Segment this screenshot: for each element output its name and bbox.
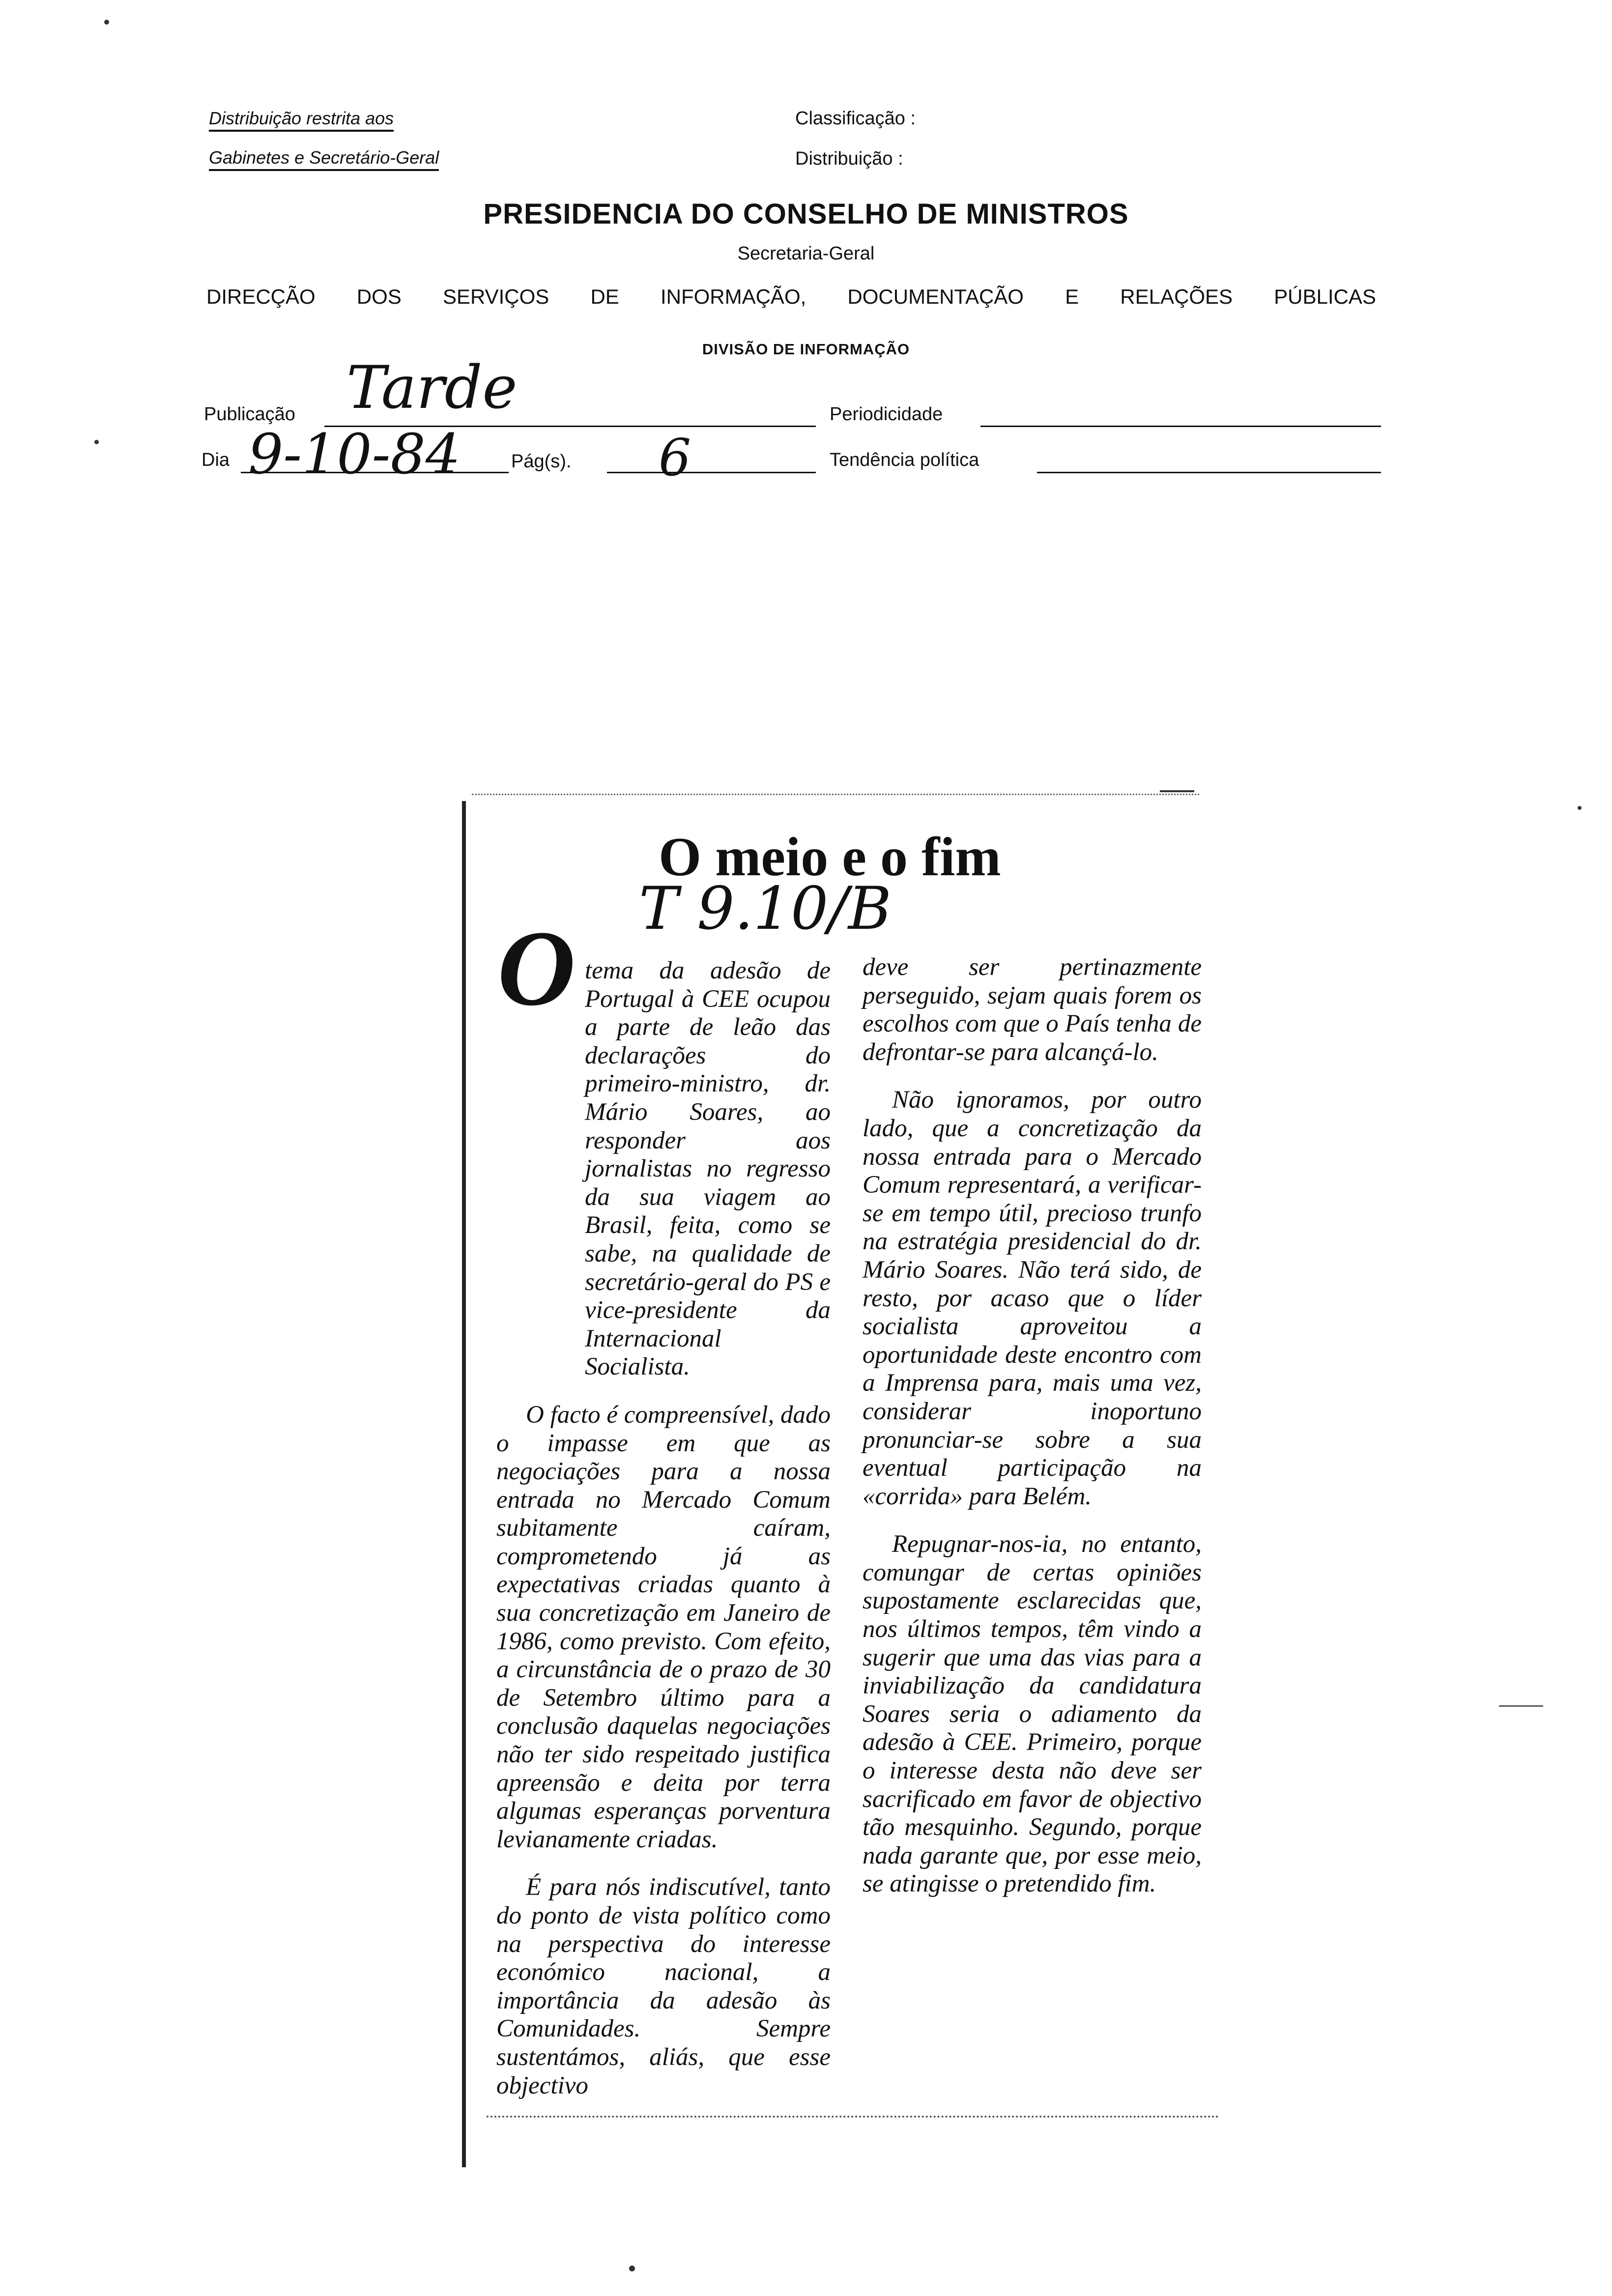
direccao-word: E xyxy=(1065,285,1079,308)
scan-mark xyxy=(1499,1705,1543,1707)
pags-line xyxy=(607,472,816,473)
paragraph: Não ignoramos, por outro lado, que a concretização da nossa entrada para o Mercado Comum representará, a verificar-se em tempo útil, precioso trunfo na estratégia presidencial do dr. Mário Soares. Não terá sido, de resto, por acaso que o líder socialista aproveitou a oportunidade deste encontro com a Imprensa para, mais uma vez, considerar inoportuno pronunciar-se sobre a sua eventual participação na «corrida» para Belém. xyxy=(863,1086,1202,1510)
direccao-word: SERVIÇOS xyxy=(443,285,549,308)
paragraph: É para nós indiscutível, tanto do ponto de vista político como na perspectiva do interesse económico nacional, a importância da adesão às Comunidades. Sempre sustentámos, aliás, que esse objectivo xyxy=(496,1873,831,2099)
scan-speck xyxy=(104,20,109,25)
direccao-word: DOS xyxy=(356,285,402,308)
direccao-word: DOCUMENTAÇÃO xyxy=(847,285,1024,308)
pags-label: Pág(s). xyxy=(511,451,572,472)
divisao-informacao: DIVISÃO DE INFORMAÇÃO xyxy=(702,341,910,358)
scan-speck xyxy=(629,2266,635,2271)
distribuicao-label: Distribuição : xyxy=(795,148,903,169)
scan-speck xyxy=(94,440,99,444)
clipping-top-edge xyxy=(472,794,1199,797)
tendencia-line xyxy=(1037,472,1381,473)
paragraph: deve ser pertinazmente perseguido, sejam quais forem os escolhos com que o País tenha de defrontar-se para alcançá-lo. xyxy=(863,953,1202,1066)
paragraph: tema da adesão de Portugal à CEE ocupou a parte de leão das declarações do primeiro-ministro, dr. Mário Soares, ao responder aos jornalistas no regresso da sua viagem ao Brasil, feita, como se sabe, na qualidade de secretário-geral do PS e vice-presidente da Internacional Socialista. xyxy=(585,957,831,1381)
clipping-left-edge xyxy=(462,801,466,2167)
paragraph: Repugnar-nos-ia, no entanto, comungar de certas opiniões supostamente esclarecidas que, nos últimos tempos, têm vindo a sugerir que uma das vias para a inviabilização da candidatura Soares seria o adiamento da adesão à CEE. Primeiro, porque o interesse desta não deve ser sacrificado em favor de objectivo tão mesquinho. Segundo, porque nada garante que, por esse meio, se atingisse o pretendido fim. xyxy=(863,1530,1202,1898)
dia-handwritten: 9-10-84 xyxy=(248,423,461,487)
pags-handwritten: 6 xyxy=(659,428,691,488)
scan-speck xyxy=(1578,806,1582,810)
secretaria-geral: Secretaria-Geral xyxy=(737,243,875,264)
direccao-word: INFORMAÇÃO, xyxy=(660,285,806,308)
direccao-word: DIRECÇÃO xyxy=(206,285,316,308)
direccao-line xyxy=(206,285,1376,309)
drop-cap: O xyxy=(497,908,576,1028)
organization-title: PRESIDENCIA DO CONSELHO DE MINISTROS xyxy=(483,198,1129,230)
periodicidade-label: Periodicidade xyxy=(830,404,943,425)
restricted-distribution-line-1: Distribuição restrita aos xyxy=(209,108,394,132)
scan-mark xyxy=(1160,790,1194,792)
direccao-word: PÚBLICAS xyxy=(1274,285,1376,308)
periodicidade-line xyxy=(980,426,1381,427)
publicacao-handwritten: Tarde xyxy=(346,354,518,422)
dia-label: Dia xyxy=(202,450,230,470)
classificacao-label: Classificação : xyxy=(795,108,916,129)
restricted-distribution-line-2: Gabinetes e Secretário-Geral xyxy=(209,147,439,171)
article-column-left xyxy=(496,957,831,2120)
paragraph: O facto é compreensível, dado o impasse em que as negociações para a nossa entrada no Mercado Comum subitamente caíram, comprometendo já as expectativas criadas quanto à sua concretização em Janeiro de 1986, como previsto. Com efeito, a circunstância de o prazo de 30 de Setembro último para a conclusão daquelas negociações não ter sido respeitado justifica apreensão e deita por terra algumas esperanças porventura levianamente criadas. xyxy=(496,1401,831,1853)
handwritten-date-stamp: T 9.10/B xyxy=(639,875,892,943)
tendencia-label: Tendência política xyxy=(830,450,979,470)
direccao-word: RELAÇÕES xyxy=(1120,285,1233,308)
publicacao-label: Publicação xyxy=(204,404,295,425)
article-column-right xyxy=(863,953,1202,1918)
direccao-word: DE xyxy=(590,285,619,308)
article-title: O meio e o fim xyxy=(659,827,1001,888)
